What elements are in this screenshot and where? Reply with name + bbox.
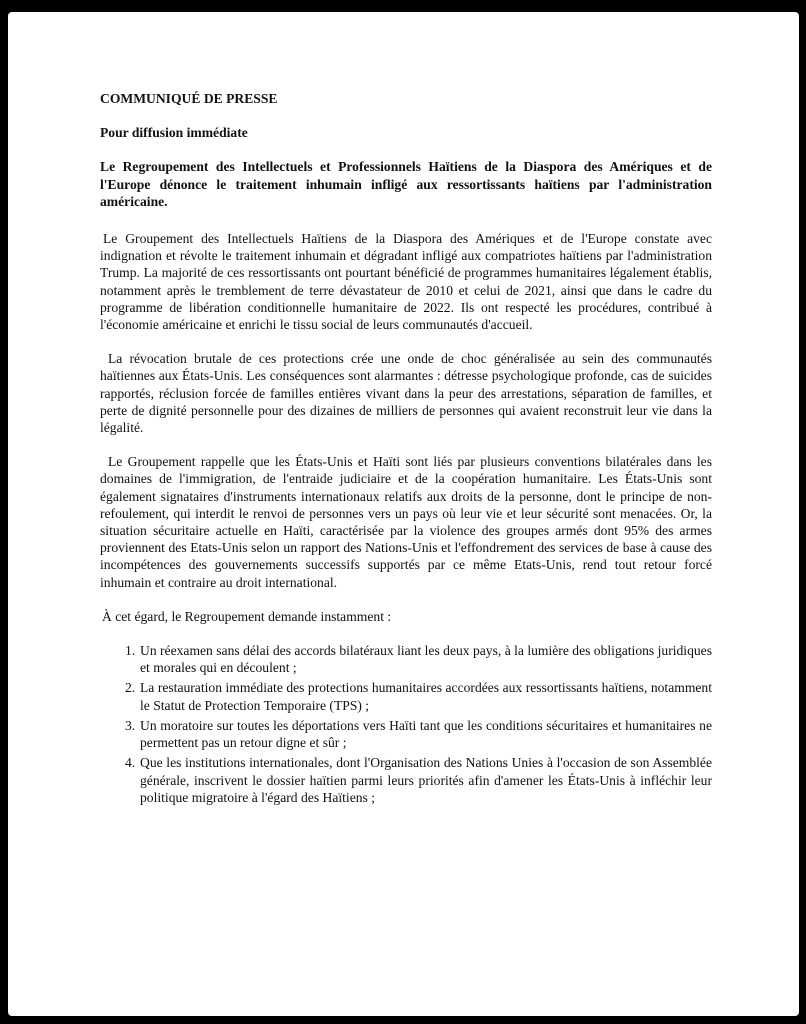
- list-item-number: 4.: [125, 755, 136, 771]
- list-item-text: Que les institutions internationales, dont l'Organisation des Nations Unies à l'occasion de son Assemblée générale, inscrivent le dossier haïtien parmi leurs priorités afin d'amener les États-Unis à infléchir leur politique migratoire à l'égard des Haïtiens ;: [140, 755, 712, 805]
- body-paragraph: Le Groupement des Intellectuels Haïtiens de la Diaspora des Amériques et de l'Europe constate avec indignation et révolte le traitement inhumain et dégradant infligé aux compatriotes haïtiens par l'administration Trump. La majorité de ces ressortissants ont pourtant bénéficié de programmes humanitaires légalement établis, notamment après le tremblement de terre dévastateur de 2010 et celui de 2021, ainsi que dans le cadre du programme de libération conditionnelle humanitaire de 2022. Ils ont respecté les procédures, contribué à l'économie américaine et enrichi le tissu social de leurs communautés d'accueil.: [100, 231, 712, 333]
- list-item: [100, 754, 712, 806]
- list-item-text: Un réexamen sans délai des accords bilatéraux liant les deux pays, à la lumière des obligations juridiques et morales qui en découlent ;: [140, 643, 712, 676]
- list-item-number: 3.: [125, 717, 136, 733]
- demands-list: [100, 642, 712, 806]
- list-item: [100, 642, 712, 676]
- list-item-text: La restauration immédiate des protections humanitaires accordées aux ressortissants haïtiens, notamment le Statut de Protection Temporaire (TPS) ;: [140, 680, 712, 713]
- body-paragraph: Le Groupement rappelle que les États-Unis et Haïti sont liés par plusieurs conventions bilatérales dans les domaines de l'immigration, de l'entraide judiciaire et de la coopération humanitaire. Les États-Unis sont également signataires d'instruments internationaux relatifs aux droits de la personne, dont le principe de non-refoulement, qui interdit le renvoi de personnes vers un pays où leur vie et leur sécurité sont menacées. Or, la situation sécuritaire actuelle en Haïti, caractérisée par la violence des groupes armés dont 95% des armes proviennent des Etats-Unis selon un rapport des Nations-Unis et l'effondrement des services de base à cause des incompétences des gouvernements successifs supportés par ce même Etats-Unis, rend tout retour forcé inhumain et contraire au droit international.: [100, 454, 712, 590]
- list-item: [100, 717, 712, 751]
- press-release: [100, 90, 712, 809]
- demand-intro: À cet égard, le Regroupement demande instamment :: [102, 608, 392, 624]
- document-subheading: Pour diffusion immédiate: [100, 125, 248, 141]
- list-item-number: 2.: [125, 680, 136, 696]
- document-headline: Le Regroupement des Intellectuels et Professionnels Haïtiens de la Diaspora des Amériques et de l'Europe dénonce le traitement inhumain infligé aux ressortissants haïtiens par l'administration américaine.: [100, 159, 712, 209]
- list-item-text: Un moratoire sur toutes les déportations vers Haïti tant que les conditions sécuritaires et humanitaires ne permettent pas un retour digne et sûr ;: [140, 717, 712, 751]
- list-item-number: 1.: [125, 643, 136, 659]
- list-item: [100, 679, 712, 713]
- document-page: [8, 12, 799, 1016]
- body-paragraph: La révocation brutale de ces protections crée une onde de choc généralisée au sein des communautés haïtiennes aux États-Unis. Les conséquences sont alarmantes : détresse psychologique profonde, cas de suicides rapportés, réclusion forcée de familles entières vivant dans la peur des arrestations, séparation de familles, et perte de dignité personnelle pour des dizaines de milliers de personnes qui avaient reconstruit leur vie dans la légalité.: [100, 351, 712, 436]
- document-heading: COMMUNIQUÉ DE PRESSE: [100, 91, 278, 106]
